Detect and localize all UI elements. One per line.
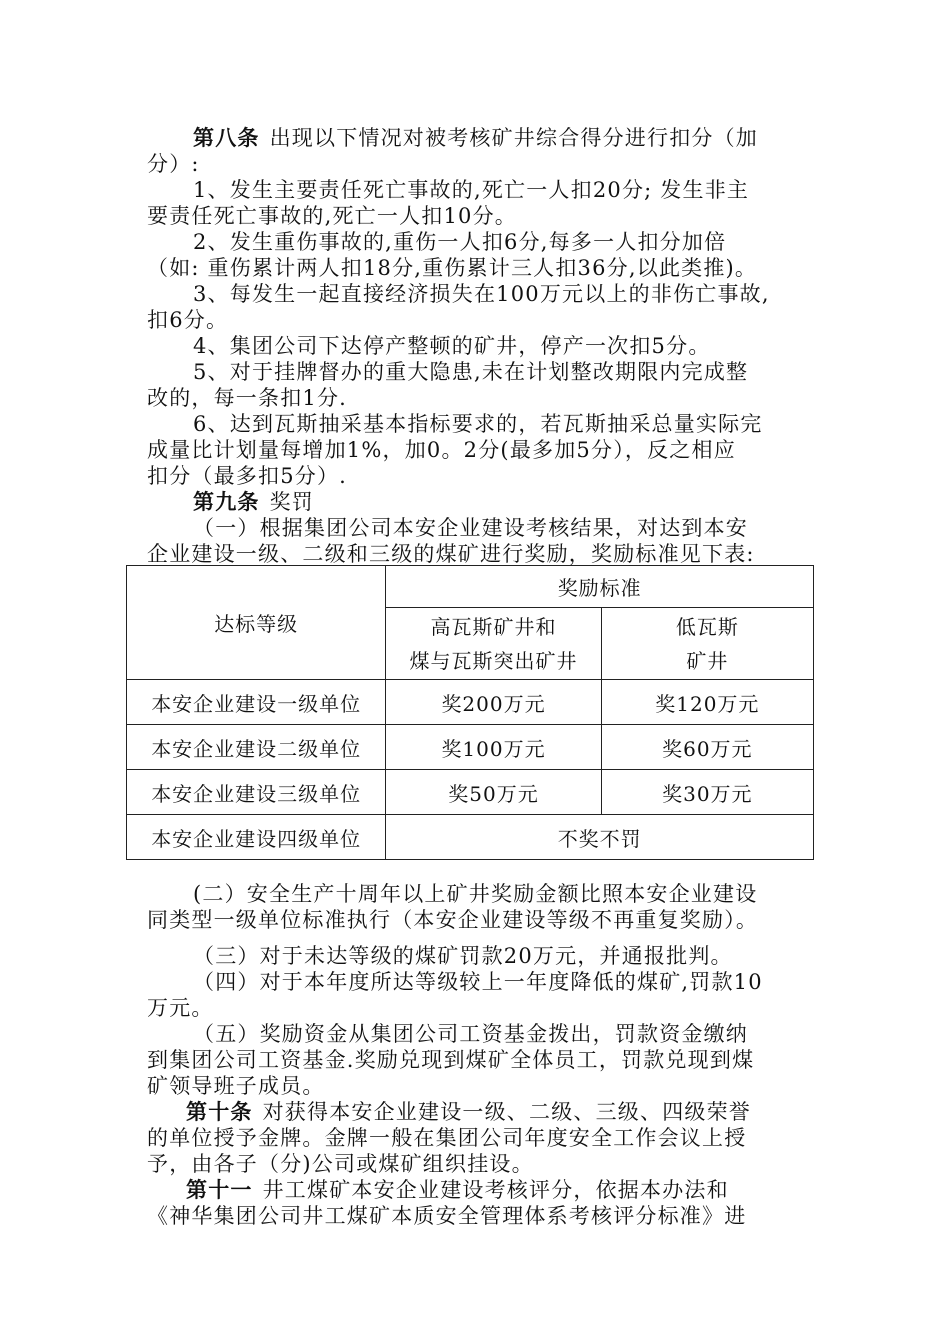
article9-title: 奖罚 <box>269 490 315 514</box>
low-gas-reward-cell: 奖30万元 <box>601 770 813 815</box>
paragraph-line: 到集团公司工资基金.奖励兑现到煤矿全体员工，罚款兑现到煤 <box>147 1048 755 1072</box>
paragraph-line: （三）对于未达等级的煤矿罚款20万元，并通报批判。 <box>193 944 733 968</box>
article11-heading-line <box>186 1177 815 1203</box>
article10-heading-line <box>186 1099 815 1125</box>
level-cell: 本安企业建设三级单位 <box>127 770 386 815</box>
high-gas-reward-cell: 奖100万元 <box>386 725 601 770</box>
article9-heading-line <box>193 489 815 515</box>
header-low-gas-line: 低瓦斯 <box>675 614 739 639</box>
article8-text-line: 2、发生重伤事故的,重伤一人扣6分,每多一人扣分加倍 <box>193 230 727 254</box>
article8-text-line: 改的，每一条扣1分. <box>147 386 348 410</box>
article10-text-line: 对获得本安企业建设一级、二级、三级、四级荣誉 <box>262 1100 752 1124</box>
header-high-gas-line: 煤与瓦斯突出矿井 <box>409 648 578 673</box>
reward-table <box>126 565 814 860</box>
article8-text-line: 扣6分。 <box>147 308 229 332</box>
paragraph-line: 同类型一级单位标准执行（本安企业建设等级不再重复奖励）。 <box>147 908 759 932</box>
article8-text-line: 3、每发生一起直接经济损失在100万元以上的非伤亡事故, <box>193 282 770 306</box>
article11-label: 第十一 <box>186 1177 253 1202</box>
level-cell: 本安企业建设四级单位 <box>127 815 386 860</box>
header-high-gas-line: 高瓦斯矿井和 <box>430 614 557 639</box>
table-row <box>127 770 814 815</box>
level-cell: 本安企业建设一级单位 <box>127 680 386 725</box>
article9-intro-line: （一）根据集团公司本安企业建设考核结果，对达到本安 <box>193 516 748 540</box>
article8-text-line: 4、集团公司下达停产整顿的矿井，停产一次扣5分。 <box>193 334 711 358</box>
article10-text-line: 予，由各子（分)公司或煤矿组织挂设。 <box>147 1152 534 1176</box>
paragraph-line: 矿领导班子成员。 <box>147 1074 325 1098</box>
table-row <box>127 815 814 860</box>
no-reward-cell: 不奖不罚 <box>386 815 814 860</box>
article8-text-line: 要责任死亡事故的,死亡一人扣10分。 <box>147 204 517 228</box>
article8-heading-line <box>193 125 815 151</box>
article9-intro-line: 企业建设一级、二级和三级的煤矿进行奖励，奖励标准见下表: <box>147 542 755 566</box>
article8-text-line: 分）: <box>147 152 200 176</box>
header-low-gas-cell <box>601 608 813 680</box>
article8-text-line: 1、发生主要责任死亡事故的,死亡一人扣20分; 发生非主 <box>193 178 750 202</box>
low-gas-reward-cell: 奖60万元 <box>601 725 813 770</box>
header-reward-cell: 奖励标准 <box>386 566 814 608</box>
article8-text-line: 6、达到瓦斯抽采基本指标要求的，若瓦斯抽采总量实际完 <box>193 412 763 436</box>
article8-text-line: 出现以下情况对被考核矿井综合得分进行扣分（加 <box>269 126 759 150</box>
article8-text-line: （如: 重伤累计两人扣18分,重伤累计三人扣36分,以此类推)。 <box>147 256 758 280</box>
article8-text-line: 5、对于挂牌督办的重大隐患,未在计划整改期限内完成整 <box>193 360 749 384</box>
paragraph-line: 万元。 <box>147 996 214 1020</box>
table-header-row <box>127 566 814 608</box>
paragraph-line: （五）奖励资金从集团公司工资基金拨出，罚款资金缴纳 <box>193 1022 748 1046</box>
table-row <box>127 680 814 725</box>
header-low-gas-line: 矿井 <box>686 648 729 673</box>
high-gas-reward-cell: 奖50万元 <box>386 770 601 815</box>
paragraph-line: （四）对于本年度所达等级较上一年度降低的煤矿,罚款10 <box>193 970 763 994</box>
article8-text-line: 成量比计划量每增加1%，加0。2分(最多加5分），反之相应 <box>147 438 736 462</box>
header-high-gas-cell <box>386 608 601 680</box>
article10-text-line: 的单位授予金牌。金牌一般在集团公司年度安全工作会议上授 <box>147 1126 747 1150</box>
article11-text-line: 《神华集团公司井工煤矿本质安全管理体系考核评分标准》进 <box>147 1204 747 1228</box>
low-gas-reward-cell: 奖120万元 <box>601 680 813 725</box>
header-level-cell: 达标等级 <box>127 566 386 680</box>
article11-text-line: 井工煤矿本安企业建设考核评分，依据本办法和 <box>262 1178 729 1202</box>
high-gas-reward-cell: 奖200万元 <box>386 680 601 725</box>
table-row <box>127 725 814 770</box>
article9-label: 第九条 <box>193 489 260 514</box>
level-cell: 本安企业建设二级单位 <box>127 725 386 770</box>
article8-text-line: 扣分（最多扣5分）. <box>147 464 348 488</box>
article8-label: 第八条 <box>193 125 260 150</box>
article10-label: 第十条 <box>186 1099 253 1124</box>
paragraph-line: (二）安全生产十周年以上矿井奖励金额比照本安企业建设 <box>193 882 758 906</box>
